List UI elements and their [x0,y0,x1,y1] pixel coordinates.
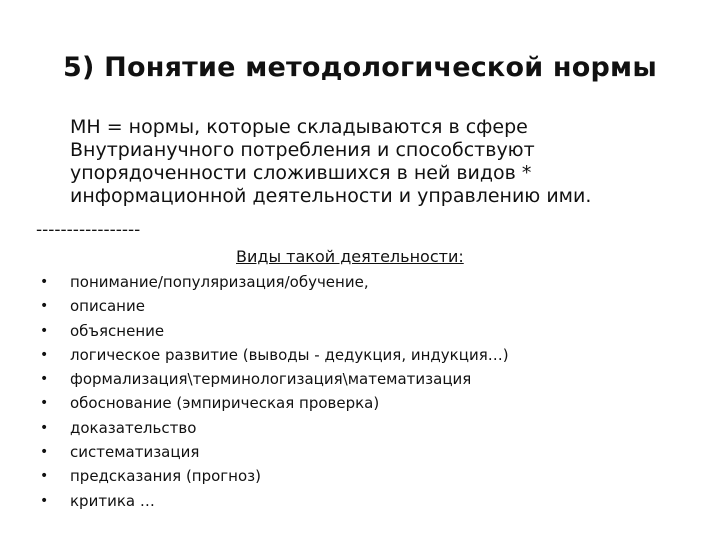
list-item-text: формализация\терминологизация\математизация [70,370,472,389]
list-item-text: обоснование (эмпирическая проверка) [70,394,380,413]
list-heading: Виды такой деятельности: [236,247,464,266]
list-item-text: предсказания (прогноз) [70,467,261,486]
slide-title: 5) Понятие методологической нормы [63,52,657,83]
list-item [40,319,509,343]
activity-list [40,270,509,513]
list-item [40,416,509,440]
bullet-icon: • [40,371,49,388]
bullet-icon: • [40,298,49,315]
list-item-text: объяснение [70,321,165,340]
bullet-icon: • [40,492,49,509]
list-item-text: систематизация [70,443,200,462]
list-item-text: описание [70,297,145,316]
bullet-icon: • [40,468,49,485]
list-item-text: понимание/популяризация/обучение, [70,273,369,291]
list-item [40,440,509,464]
definition-line: информационной деятельности и управлению ими. [70,185,592,207]
bullet-icon: • [40,444,49,461]
bullet-icon: • [40,419,49,436]
list-item [40,270,509,294]
bullet-icon: • [40,322,49,339]
list-item-text: логическое развитие (выводы - дедукция, индукция…) [70,345,509,364]
list-item [40,367,509,391]
definition-block [70,116,710,208]
list-item [40,489,509,513]
bullet-icon: • [40,274,49,290]
list-item [40,391,509,415]
bullet-icon: • [40,395,49,412]
definition-line: МН = нормы, которые складываются в сфере [70,116,528,138]
list-item [40,464,509,488]
definition-line: Внутрианучного потребления и способствуют [70,139,535,161]
definition-line: упорядоченности сложившихся в ней видов * [70,162,532,184]
dashed-separator: ----------------- [36,220,141,240]
bullet-icon: • [40,346,49,363]
list-item [40,294,509,318]
list-item-text: доказательство [70,418,197,437]
list-item-text: критика … [70,491,155,510]
list-item [40,343,509,367]
